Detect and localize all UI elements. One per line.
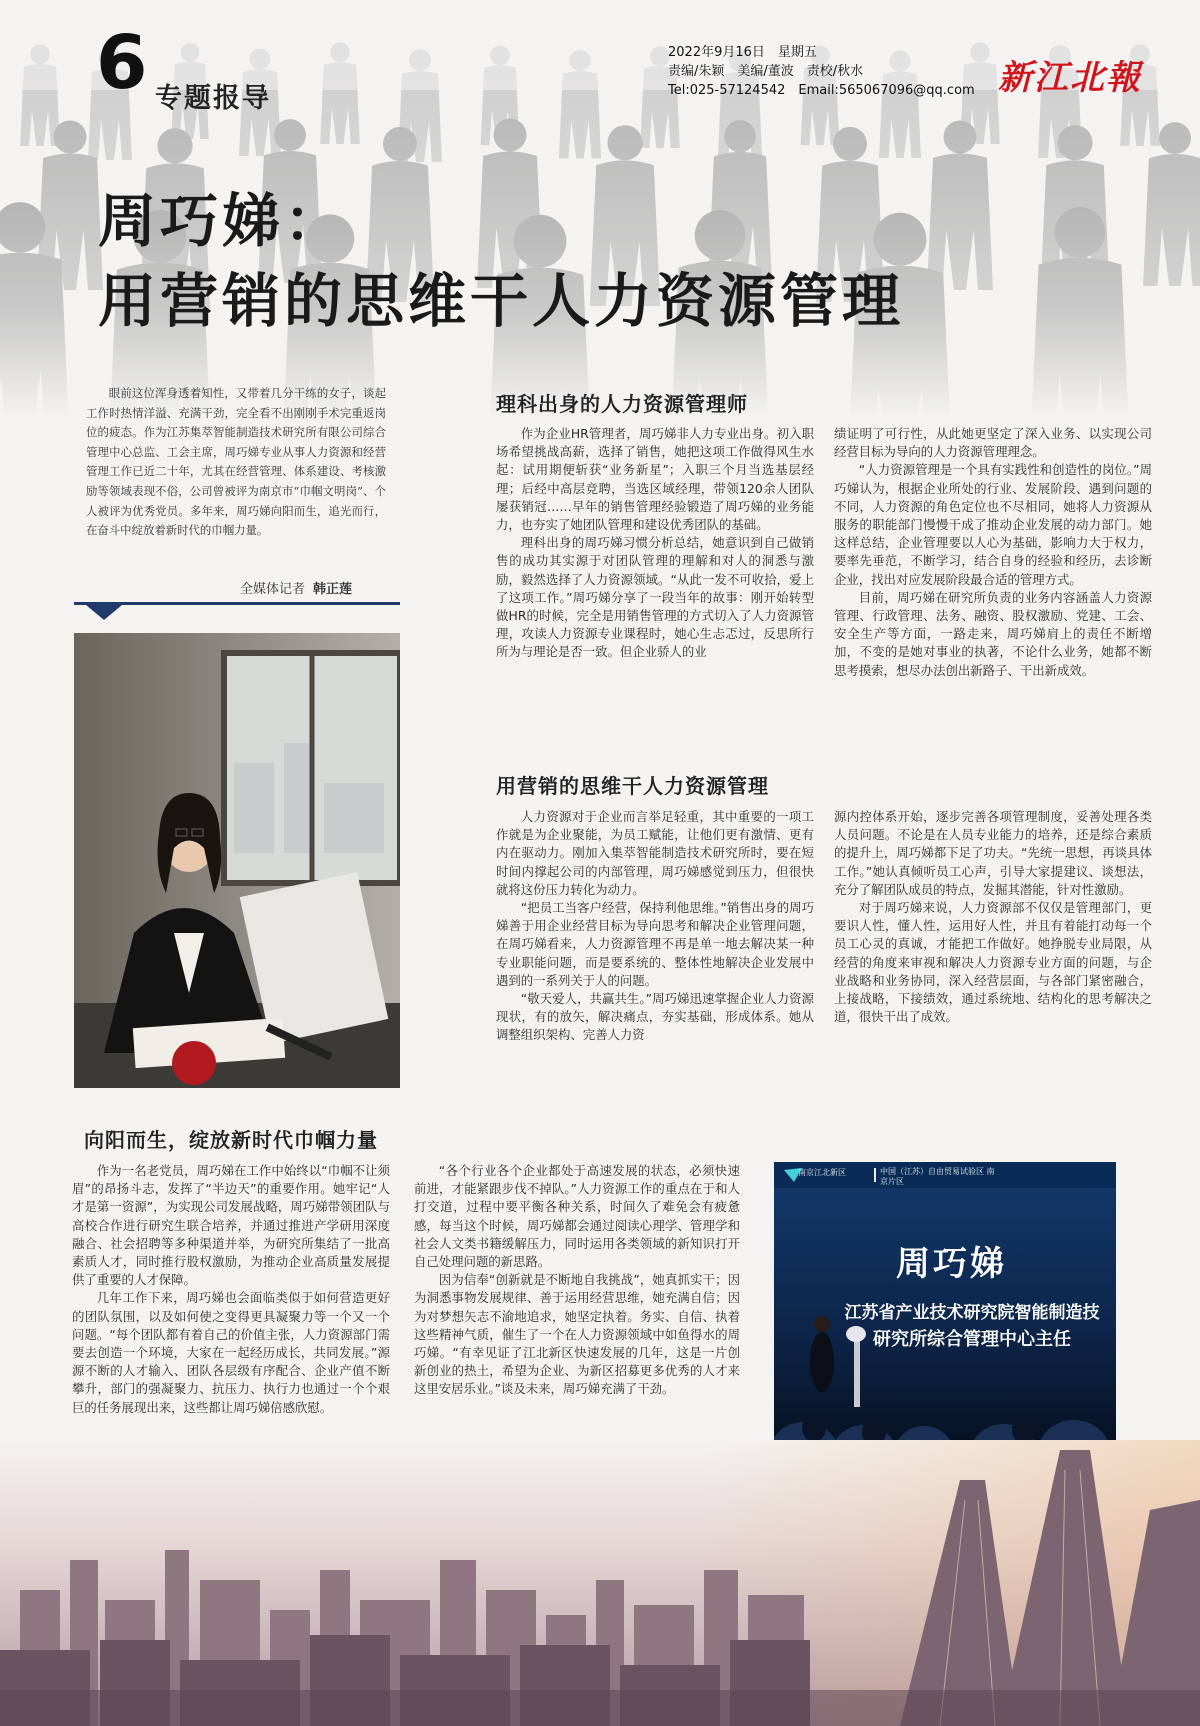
section-2-column-2 [834,808,1152,1026]
section-1-col2-paragraph: 目前，周巧娣在研究所负责的业务内容涵盖人力资源管理、行政管理、法务、融资、股权激励、党建、工会、安全生产等方面，一路走来，周巧娣肩上的责任不断增加，不变的是她对事业的执著，不论什么业务，她都不断思考摸索，想尽办法创出新路子、干出新成效。 [834,589,1152,678]
byline-name: 韩正莲 [313,582,353,597]
lead-paragraph: 眼前这位浑身透着知性，又带着几分干练的女子，谈起工作时热情洋溢、充满干劲，完全看不出刚刚手术完重返岗位的疲态。作为江苏集萃智能制造技术研究所有限公司综合管理中心总监、工会主席，周巧娣专业从事人力资源和经营管理工作已近二十年，尤其在经营管理、体系建设、考核激励等领域表现不俗，公司曾被评为南京市“巾帼文明岗”、个人被评为优秀党员。多年来，周巧娣向阳而生，追光而行，在奋斗中绽放着新时代的巾帼力量。 [86,386,386,538]
headline-line-1: 周巧娣： [98,187,347,255]
portrait-photo [74,633,400,1088]
section-1-column-2 [834,425,1152,680]
byline [240,578,352,597]
date-line: 2022年9月16日 星期五 [668,45,817,60]
section-3-col2-paragraph: 因为信奉“创新就是不断地自我挑战”，她真抓实干；因为洞悉事物发展规律、善于运用经营思维，她充满自信；因为对梦想矢志不渝地追求，她坚定执着。务实、自信、执着这些精神气质，催生了一个在人力资源领域中如鱼得水的周巧娣。“有幸见证了江北新区快速发展的几年，这是一片创新创业的热土，希望为企业、为新区招募更多优秀的人才来这里安居乐业。”谈及未来，周巧娣充满了干劲。 [414,1272,740,1397]
newspaper-masthead: 新江北報 [998,58,1142,98]
section-1-col2-paragraph: 绩证明了可行性，从此她更坚定了深入业务、以实现公司经营目标为导向的人力资源管理理念。 [834,426,1152,460]
section-2-col1-paragraph: “把员工当客户经营，保持利他思维。”销售出身的周巧娣善于用企业经营目标为导向思考和解决企业管理问题，在周巧娣看来，人力资源管理不再是单一地去解决某一种专业职能问题，而是要系统的、整体性地解决企业发展中遇到的一系列关于人的问题。 [496,900,814,988]
section-3-column-2 [414,1162,740,1399]
section-1-col1-paragraph: 作为企业HR管理者，周巧娣非人力专业出身。初入职场希望挑战高薪，选择了销售，她把这项工作做得风生水起：试用期便斩获“业务新星”；入职三个月当选基层经理；后经中高层竞聘，当选区域经理，带领120余人团队屡获销冠……早年的销售管理经验锻造了周巧娣的业务能力，也夯实了她团队管理和建设优秀团队的基础。 [496,426,814,533]
page-number: 6 [96,20,148,106]
section-3-col1-paragraph: 几年工作下来，周巧娣也会面临类似于如何营造更好的团队氛围，以及如何使之变得更具凝聚力等一个又一个问题。“每个团队都有着自己的价值主张，人力资源部门需要去创造一个环境，大家在一起经历成长，共同发展。”源源不断的人才输入、团队各层级有序配合、企业产值不断攀升，部门的强凝聚力、抗压力、执行力也通过一个个艰巨的任务展现出来，这些都让周巧娣倍感欣慰。 [72,1290,390,1415]
conference-speaker-title-1: 江苏省产业技术研究院智能制造技 [844,1303,1100,1323]
section-title: 专题报导 [155,83,271,114]
section-3-heading: 向阳而生，绽放新时代巾帼力量 [84,1128,378,1152]
section-1-heading: 理科出身的人力资源管理师 [496,392,748,416]
section-2-column-1 [496,808,814,1045]
conference-logo-right: 中国（江苏）自由贸易试验区 南京片区 [880,1167,995,1186]
byline-label: 全媒体记者 [240,582,306,597]
section-2-col2-paragraph: 源内控体系开始，逐步完善各项管理制度，妥善处理各类人员问题。不论是在人员专业能力的培养，还是综合素质的提升上，周巧娣都下足了功夫。“先统一思想，再谈具体工作。”她认真倾听员工心声，引导大家提建议、谈想法，充分了解团队成员的特点，发掘其潜能，针对性激励。 [834,809,1152,897]
section-2-heading: 用营销的思维干人力资源管理 [496,774,769,798]
conference-speaker-name: 周巧娣 [896,1244,1007,1284]
section-2-col2-paragraph: 对于周巧娣来说，人力资源部不仅仅是管理部门，更要识人性，懂人性，运用好人性，并且有着能打动每一个员工心灵的真诚，才能把工作做好。她挣脱专业局限，从经营的角度来审视和解决人力资源专业方面的问题，与企业战略和业务协同，深入经营层面，与各部门紧密融合，上接战略，下接绩效，通过系统地、结构化的思考解决之道，很快干出了成效。 [834,900,1152,1025]
lead-divider-chevron [74,600,400,622]
editors-line: 责编/朱颖 美编/董波 责校/秋水 [668,64,864,79]
contact-line: Tel:025-57124542 Email:565067096@qq.com [668,83,975,98]
section-2-col1-paragraph: “敬天爱人，共赢共生。”周巧娣迅速掌握企业人力资源现状，有的放矢，解决痛点，夯实基础，形成体系。她从调整组织架构、完善人力资 [496,991,814,1043]
conference-speaker-title-2: 研究所综合管理中心主任 [873,1329,1071,1350]
section-3-column-1 [72,1162,390,1417]
city-skyline-background [0,1440,1200,1726]
headline-line-2: 用营销的思维干人力资源管理 [98,267,905,335]
section-1-col2-paragraph: “人力资源管理是一个具有实践性和创造性的岗位。”周巧娣认为，根据企业所处的行业、发展阶段、遇到问题的不同，人力资源的角色定位也不尽相同，她将人力资源从服务的职能部门慢慢干成了推动企业发展的动力部门。她这样总结，企业管理要以人心为基础，影响力大于权力，要率先垂范，不断学习，结合自身的经验和经历，去诊断企业，找出对应发展阶段最合适的管理方式。 [834,462,1152,587]
section-2-col1-paragraph: 人力资源对于企业而言举足轻重，其中重要的一项工作就是为企业聚能，为员工赋能，让他们更有激情、更有内在驱动力。刚加入集萃智能制造技术研究所时，要在短时间内撑起公司的内部管理，周巧娣感觉到压力，但很快就将这份压力转化为动力。 [496,809,814,897]
section-3-col2-paragraph: “各个行业各个企业都处于高速发展的状态，必须快速前进，才能紧跟步伐不掉队。”人力资源工作的重点在于和人打交道，过程中要平衡各种关系，时间久了难免会有疲惫感，每当这个时候，周巧娣都会通过阅读心理学、管理学和社会人文类书籍缓解压力，同时运用各类领域的新知识打开自己处理问题的新思路。 [414,1163,740,1270]
section-1-column-1 [496,425,814,662]
section-1-col1-paragraph: 理科出身的周巧娣习惯分析总结，她意识到自己做销售的成功其实源于对团队管理的理解和对人的洞悉与激励，毅然选择了人力资源领域。“从此一发不可收拾，爱上了这项工作。”周巧娣分享了一段当年的故事：刚开始转型做HR的时候，完全是用销售管理的方式切入了人力资源管理，攻读人力资源专业课程时，她心生忐忑过，反思所行所为与理论是否一致。但企业骄人的业 [496,535,814,660]
section-3-col1-paragraph: 作为一名老党员，周巧娣在工作中始终以“巾帼不让须眉”的昂扬斗志，发挥了“半边天”的重要作用。她牢记“人才是第一资源”，为实现公司发展战略，周巧娣带领团队与高校合作进行研究生联合培养，并通过推进产学研用深度融合、社会招聘等多种渠道并举，为研究所集结了一批高素质人才，同时推行股权激励，为推动企业高质量发展提供了重要的人才保障。 [72,1163,390,1288]
conference-logo-left: 南京江北新区 [798,1168,846,1177]
